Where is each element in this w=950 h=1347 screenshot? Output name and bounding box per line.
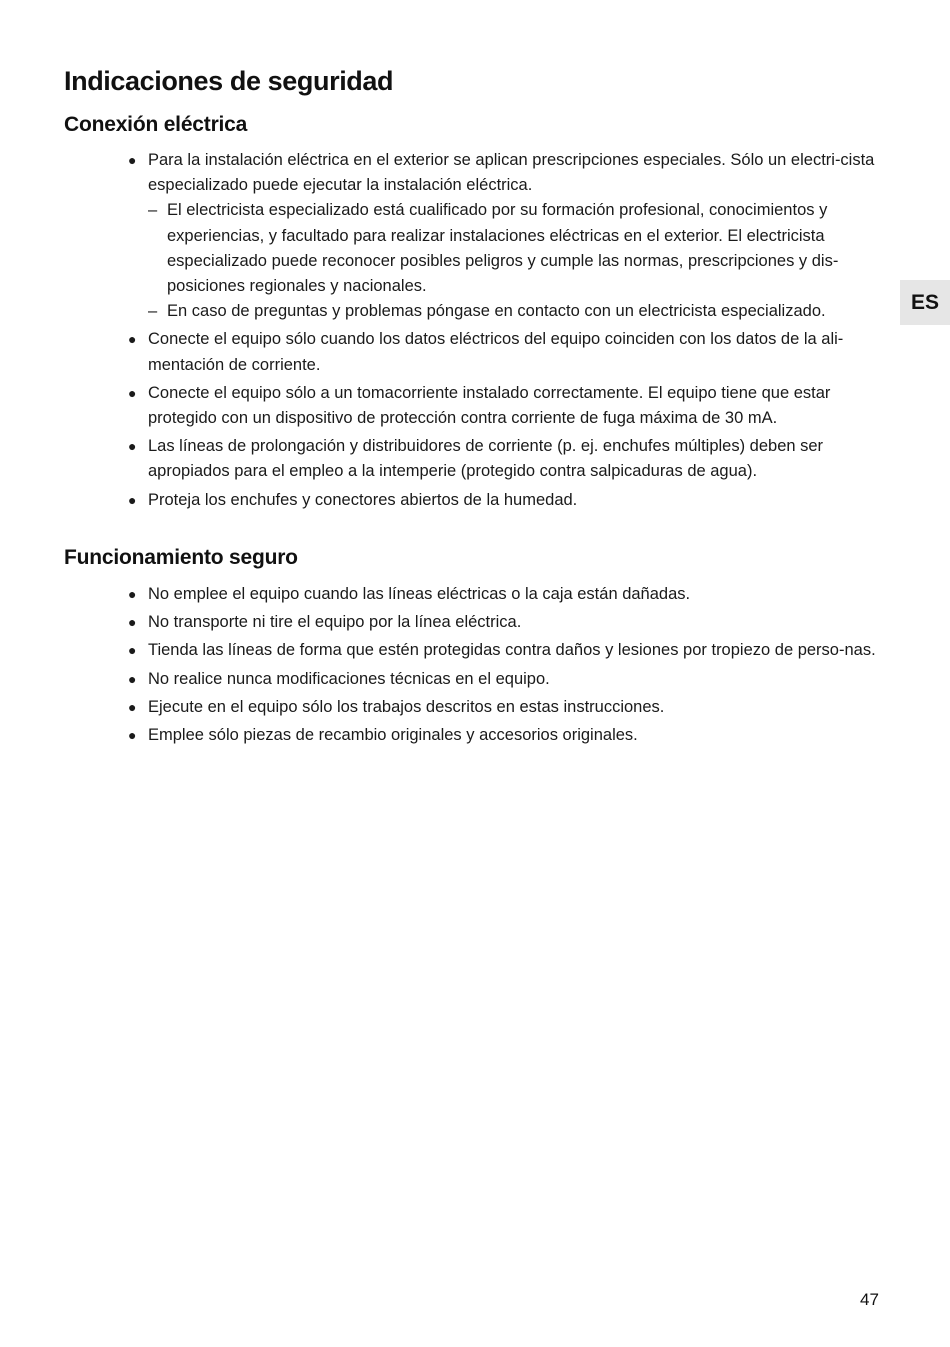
section-heading-electrical-connection: Conexión eléctrica xyxy=(64,113,248,136)
bullet-icon: ● xyxy=(128,727,137,744)
page-title: Indicaciones de seguridad xyxy=(64,66,394,96)
list-item-text: Conecte el equipo sólo cuando los datos eléctricos del equipo coinciden con los datos de la ali-mentación de corriente. xyxy=(148,330,844,374)
sub-list-item-text: El electricista especializado está cualificado por su formación profesional, conocimientos y experiencias, y facultado para realizar instalaciones eléctricas en el exterior. El electricista especializado puede reconocer posibles peligros y cumple las normas, prescripciones y dis-posiciones regionales y nacionales. xyxy=(167,201,839,296)
sub-list-item xyxy=(148,198,880,299)
list-item xyxy=(128,327,880,377)
list-item-text: No realice nunca modificaciones técnicas en el equipo. xyxy=(148,669,550,688)
list-item xyxy=(128,667,880,692)
sub-list-item xyxy=(148,299,880,324)
list-item xyxy=(128,695,880,720)
dash-icon: – xyxy=(148,201,158,220)
list-item xyxy=(128,488,880,513)
bullet-icon: ● xyxy=(128,384,137,401)
list-item-text: No emplee el equipo cuando las líneas eléctricas o la caja están dañadas. xyxy=(148,585,691,603)
bullet-icon: ● xyxy=(128,438,137,455)
list-item-text: Las líneas de prolongación y distribuidores de corriente (p. ej. enchufes múltiples) deben ser apropiados para el empleo a la intemperie (protegido contra salpicaduras de agua). xyxy=(148,437,824,481)
list-item-text: Proteja los enchufes y conectores abiertos de la humedad. xyxy=(148,490,578,509)
list-item xyxy=(128,148,880,324)
bullet-icon: ● xyxy=(128,331,137,348)
bullet-icon: ● xyxy=(128,614,137,631)
list-item xyxy=(128,723,880,748)
safe-operation-list xyxy=(128,582,880,751)
electrical-connection-list xyxy=(128,148,880,516)
list-item xyxy=(128,638,880,663)
list-item xyxy=(128,434,880,484)
language-tab xyxy=(900,280,950,325)
list-item xyxy=(128,381,880,431)
bullet-icon: ● xyxy=(128,642,137,659)
language-tab-label: ES xyxy=(910,290,939,314)
list-item-text: Emplee sólo piezas de recambio originales y accesorios originales. xyxy=(148,726,638,745)
dash-icon: – xyxy=(148,302,158,321)
section-heading-safe-operation: Funcionamiento seguro xyxy=(64,546,298,569)
list-item-text: Conecte el equipo sólo a un tomacorriente instalado correctamente. El equipo tiene que estar protegido con un dispositivo de protección contra corriente de fuga máxima de 30 mA. xyxy=(148,383,831,428)
bullet-icon: ● xyxy=(128,698,137,715)
sub-list-item-text: En caso de preguntas y problemas póngase en contacto con un electricista especializado. xyxy=(167,302,826,321)
list-item-text: Para la instalación eléctrica en el exterior se aplican prescripciones especiales. Sólo un electri-cista especializado puede ejecutar la instalación eléctrica. xyxy=(148,151,875,195)
bullet-icon: ● xyxy=(128,586,137,602)
page-number: 47 xyxy=(860,1290,879,1309)
list-item-text: No transporte ni tire el equipo por la línea eléctrica. xyxy=(148,613,522,632)
sub-list xyxy=(148,198,880,324)
list-item xyxy=(128,582,880,607)
bullet-icon: ● xyxy=(128,152,137,168)
list-item-text: Ejecute en el equipo sólo los trabajos descritos en estas instrucciones. xyxy=(148,697,665,716)
list-item-text: Tienda las líneas de forma que estén protegidas contra daños y lesiones por tropiezo de perso-nas. xyxy=(148,641,876,660)
list-item xyxy=(128,610,880,635)
bullet-icon: ● xyxy=(128,491,137,508)
bullet-icon: ● xyxy=(128,670,137,687)
